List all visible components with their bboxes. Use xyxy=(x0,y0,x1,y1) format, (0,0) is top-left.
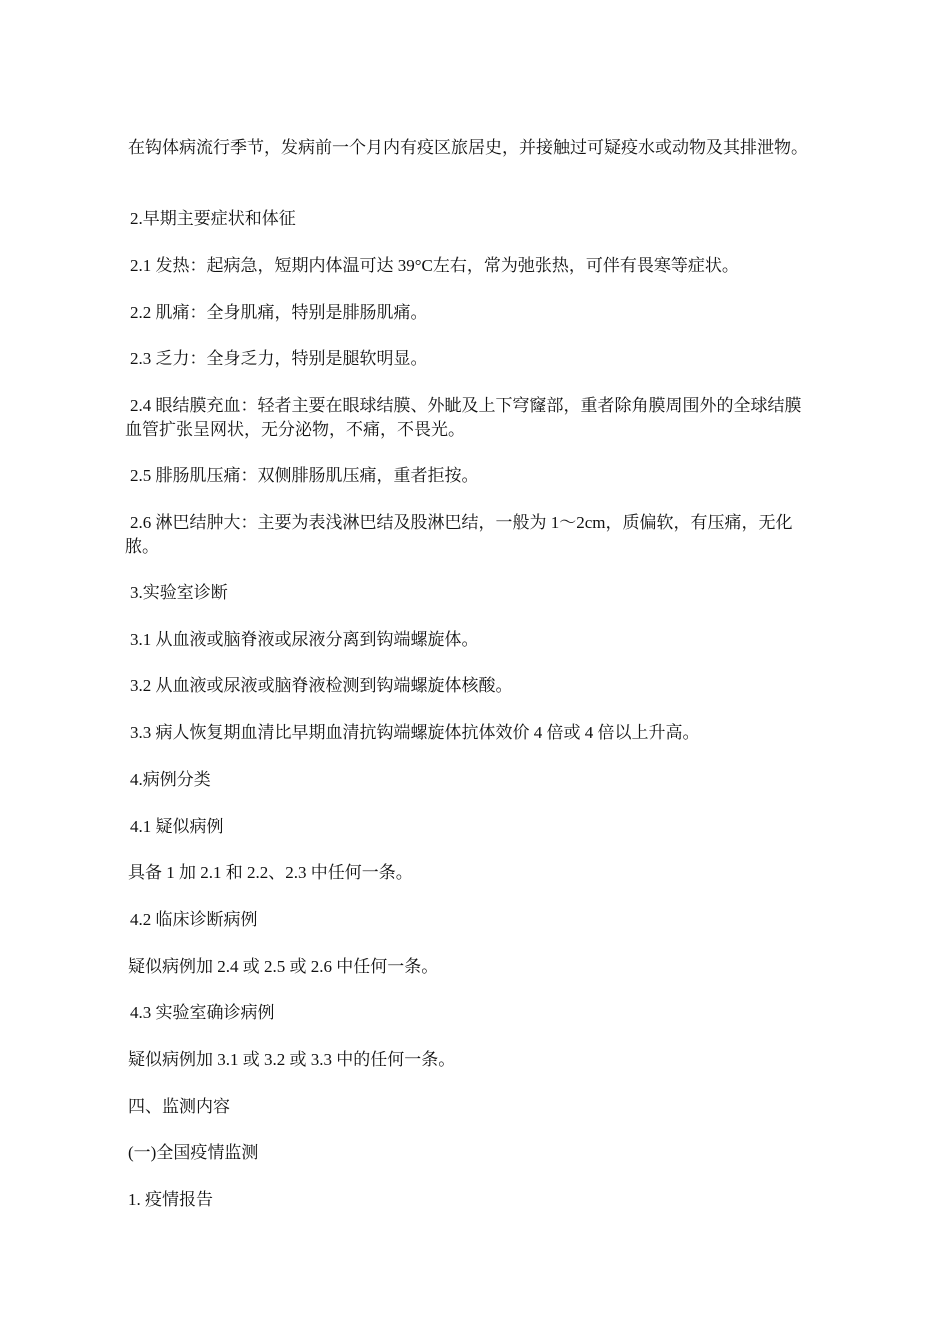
item-2-4-conjunctival-line1: 2.4 眼结膜充血：轻者主要在眼球结膜、外眦及上下穹窿部，重者除角膜周围外的全球结膜 xyxy=(130,396,802,415)
item-4-3-confirmed: 4.3 实验室确诊病例 xyxy=(130,1003,275,1022)
item-2-5-calf-tenderness: 2.5 腓肠肌压痛：双侧腓肠肌压痛，重者拒按。 xyxy=(130,466,479,485)
item-2-6-lymph-line1: 2.6 淋巴结肿大：主要为表浅淋巴结及股淋巴结，一般为 1～2cm，质偏软，有压痛，无化 xyxy=(130,513,793,532)
item-4-1-suspected: 4.1 疑似病例 xyxy=(130,817,224,836)
heading-early-symptoms: 2.早期主要症状和体征 xyxy=(130,209,296,228)
item-2-4-conjunctival-line2: 血管扩张呈网状，无分泌物，不痛，不畏光。 xyxy=(125,420,465,439)
item-3-3: 3.3 病人恢复期血清比早期血清抗钩端螺旋体抗体效价 4 倍或 4 倍以上升高。 xyxy=(130,723,700,742)
item-2-3-fatigue: 2.3 乏力：全身乏力，特别是腿软明显。 xyxy=(130,349,428,368)
heading-epidemic-report: 1. 疫情报告 xyxy=(128,1190,213,1209)
item-4-3-criteria: 疑似病例加 3.1 或 3.2 或 3.3 中的任何一条。 xyxy=(128,1050,456,1069)
item-3-2: 3.2 从血液或尿液或脑脊液检测到钩端螺旋体核酸。 xyxy=(130,676,513,695)
heading-monitoring-content: 四、监测内容 xyxy=(128,1097,230,1116)
heading-national-surveillance: (一)全国疫情监测 xyxy=(128,1143,259,1162)
item-4-2-criteria: 疑似病例加 2.4 或 2.5 或 2.6 中任何一条。 xyxy=(128,957,439,976)
heading-case-classification: 4.病例分类 xyxy=(130,770,211,789)
item-2-2-myalgia: 2.2 肌痛：全身肌痛，特别是腓肠肌痛。 xyxy=(130,303,428,322)
item-4-2-clinical: 4.2 临床诊断病例 xyxy=(130,910,258,929)
paragraph-epidemiology: 在钩体病流行季节，发病前一个月内有疫区旅居史，并接触过可疑疫水或动物及其排泄物。 xyxy=(128,138,808,157)
item-2-6-lymph-line2: 脓。 xyxy=(125,537,159,556)
item-4-1-criteria: 具备 1 加 2.1 和 2.2、2.3 中任何一条。 xyxy=(128,863,413,882)
item-2-1-fever: 2.1 发热：起病急，短期内体温可达 39°C左右，常为弛张热，可伴有畏寒等症状。 xyxy=(130,256,739,275)
item-3-1: 3.1 从血液或脑脊液或尿液分离到钩端螺旋体。 xyxy=(130,630,479,649)
heading-lab-diagnosis: 3.实验室诊断 xyxy=(130,583,228,602)
